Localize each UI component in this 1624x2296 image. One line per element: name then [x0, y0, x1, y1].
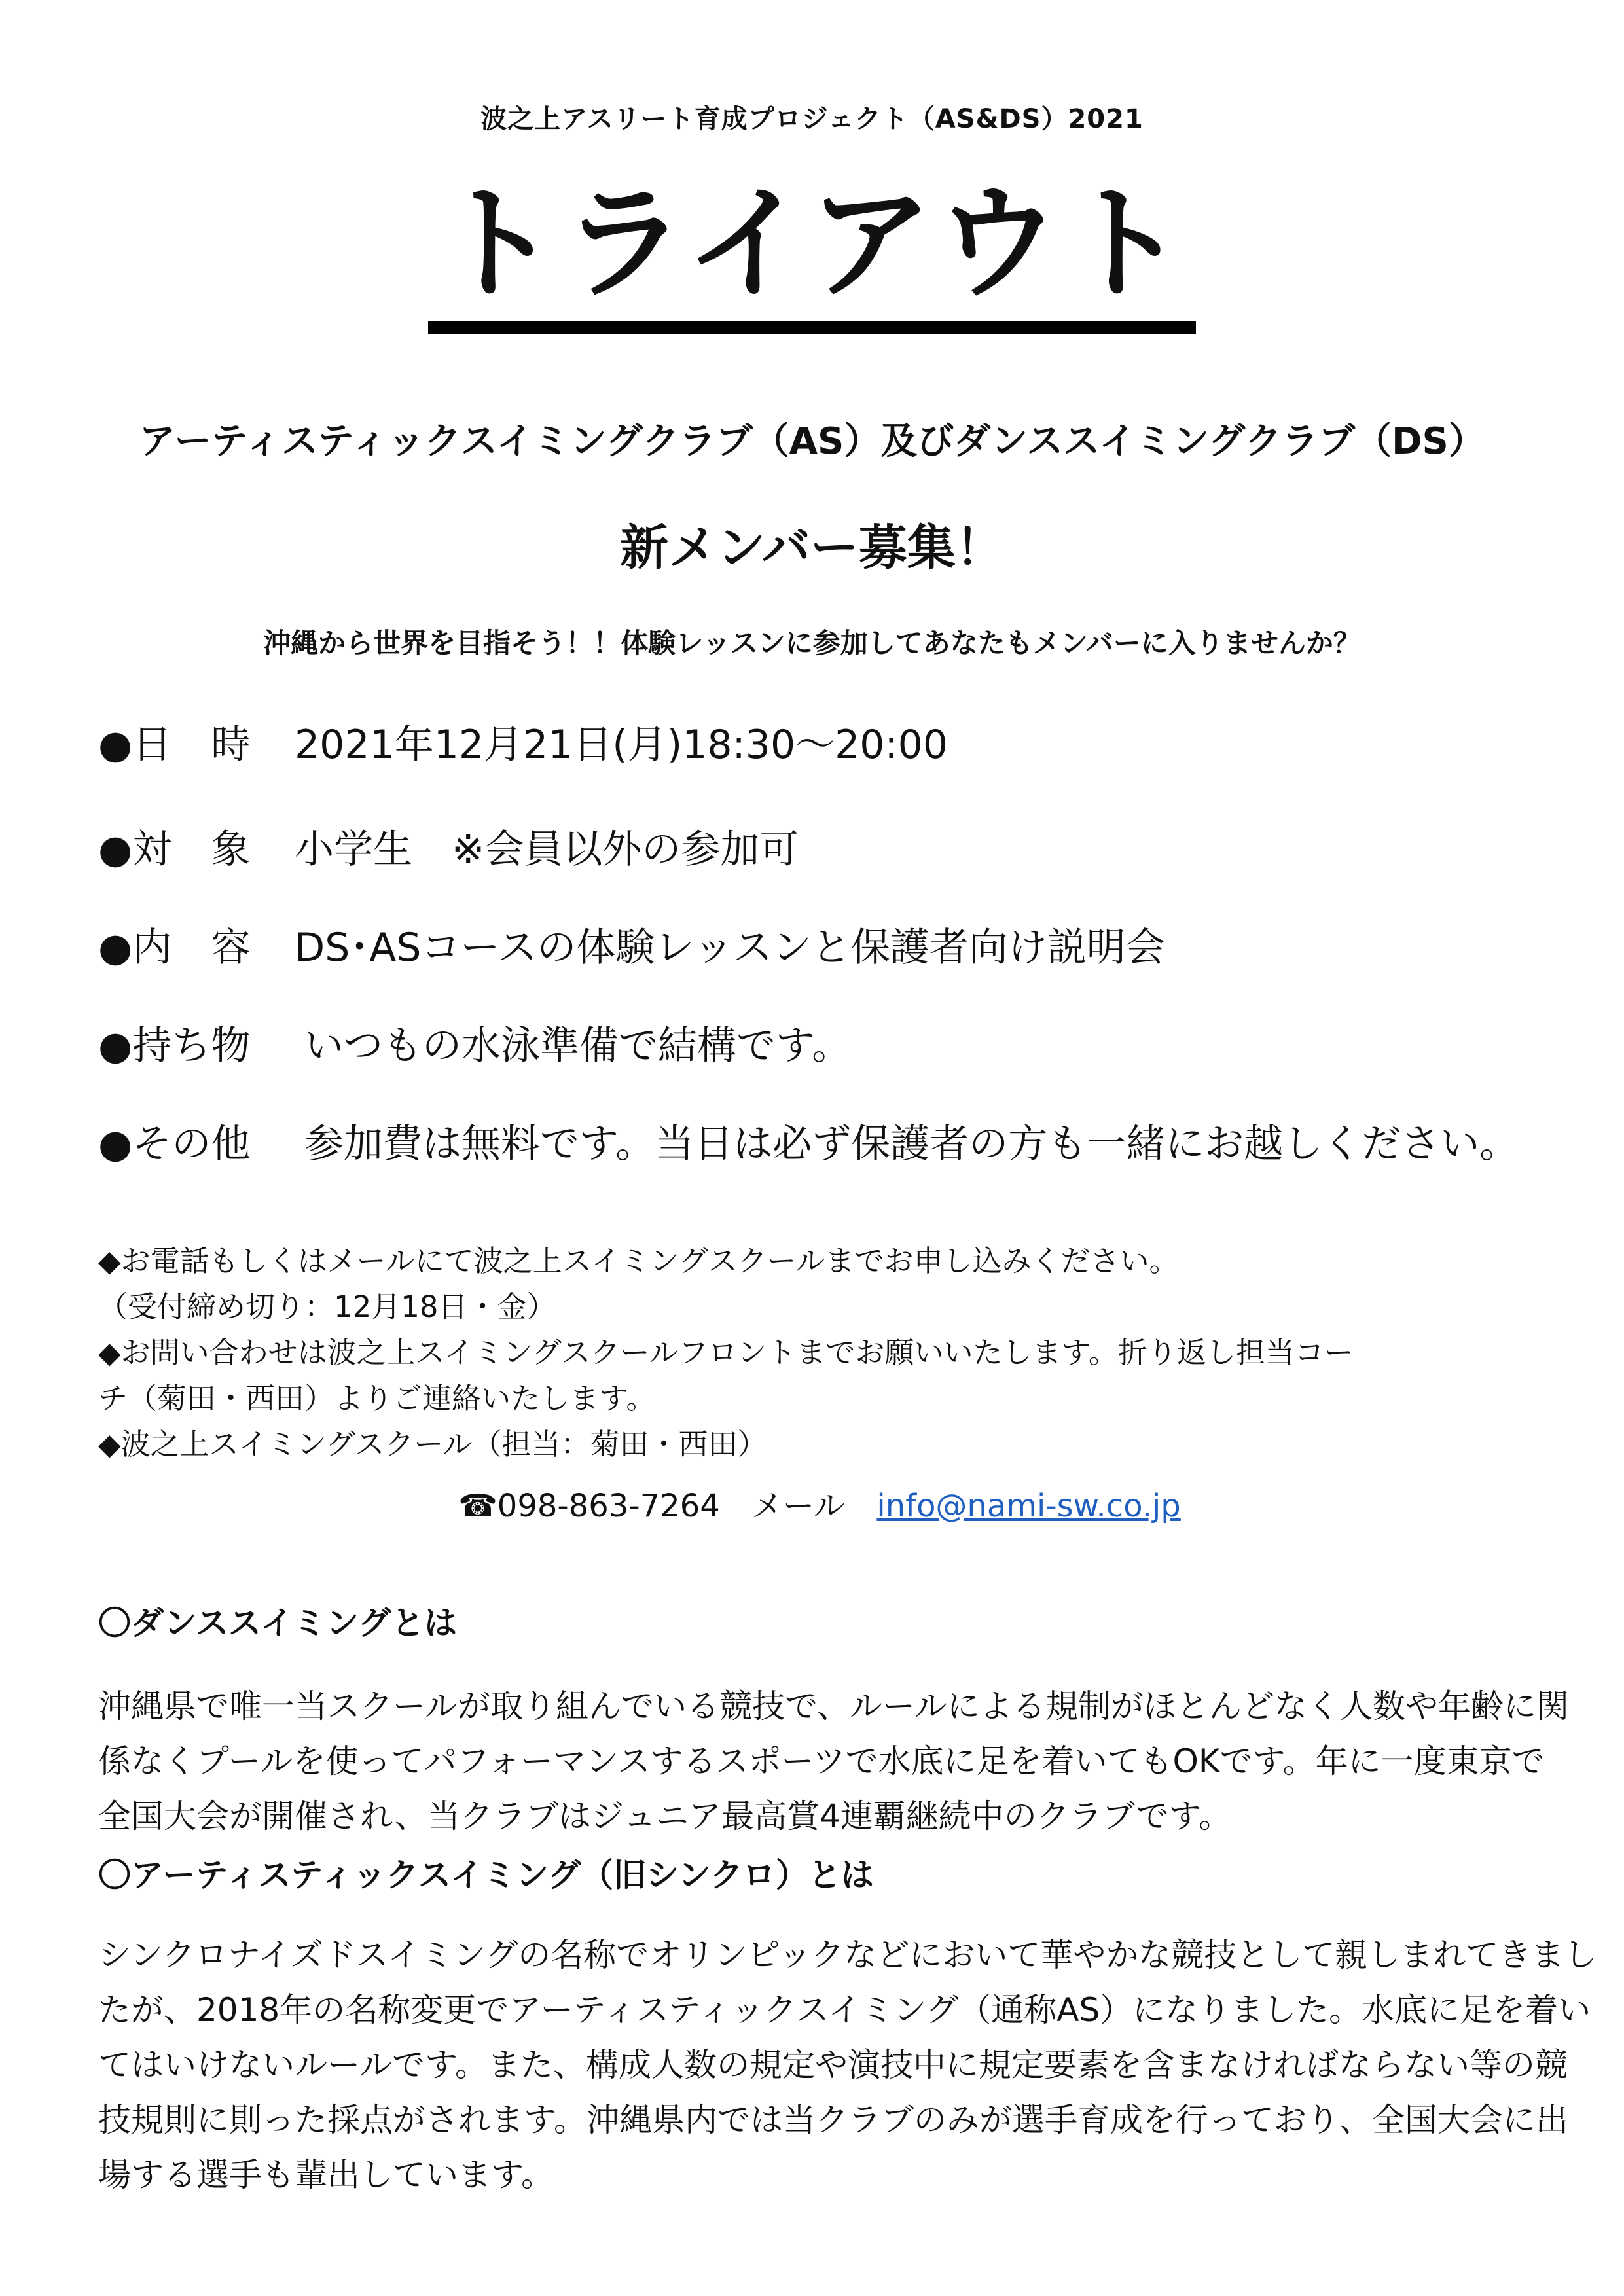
notice-deadline: （受付締め切り：12月18日・金） [98, 1289, 556, 1324]
body-line: 沖縄県で唯一当スクールが取り組んでいる競技で、ルールによる規制がほとんどなく人数や年齢に関 [98, 1687, 1569, 1725]
detail-label: ●持ち物 [98, 1023, 251, 1069]
detail-value: 小学生 ※会員以外の参加可 [295, 827, 799, 872]
notice-inquiry-cont: チ（菊田・西田）よりご連絡いたします。 [98, 1381, 656, 1416]
section-body-artistic [98, 1928, 1597, 2202]
detail-target [98, 818, 799, 874]
detail-other [98, 1113, 1519, 1169]
notice-apply: ◆お電話もしくはメールにて波之上スイミングスクールまでお申し込みください。 [98, 1244, 1179, 1278]
body-line: 係なくプールを使ってパフォーマンスするスポーツで水底に足を着いてもOKです。年に一度東京で [98, 1742, 1545, 1780]
detail-content [98, 916, 1165, 973]
notice-inquiry: ◆お問い合わせは波之上スイミングスクールフロントまでお願いいたします。折り返し担当コー [98, 1335, 1354, 1370]
detail-value: 参加費は無料です。当日は必ず保護者の方も一緒にお越しください。 [304, 1121, 1519, 1167]
body-line: 場する選手も輩出しています。 [98, 2156, 554, 2194]
page-title: トライアウト [428, 175, 1196, 334]
detail-label: ●内 容 [98, 925, 251, 971]
body-line: 全国大会が開催され、当クラブはジュニア最高賞4連覇継続中のクラブです。 [98, 1797, 1232, 1835]
phone-text: ☎098-863-7264 メール [458, 1488, 845, 1524]
detail-value: いつもの水泳準備で結構です。 [304, 1023, 852, 1069]
title-block [0, 171, 1624, 334]
detail-datetime [98, 713, 948, 770]
detail-label: ●日 時 [98, 722, 251, 768]
project-kicker: 波之上アスリート育成プロジェクト（AS&DS）2021 [480, 104, 1144, 134]
tagline: 沖縄から世界を目指そう！！体験レッスンに参加してあなたもメンバーに入りませんか？ [263, 627, 1361, 659]
body-line: シンクロナイズドスイミングの名称でオリンピックなどにおいて華やかな競技として親しまれてきまし [98, 1936, 1597, 1974]
contact-line [458, 1480, 1181, 1526]
detail-label: ●その他 [98, 1121, 251, 1167]
body-line: てはいけないルールです。また、構成人数の規定や演技中に規定要素を含まなければならない等の競 [98, 2046, 1568, 2084]
detail-label: ●対 象 [98, 827, 251, 872]
body-line: 技規則に則った採点がされます。沖縄県内では当クラブのみが選手育成を行っており、全国大会に出 [98, 2101, 1568, 2139]
club-subtitle: アーティスティックスイミングクラブ（AS）及びダンススイミングクラブ（DS） [139, 420, 1485, 463]
section-body-dance [98, 1679, 1569, 1844]
detail-value: DS･ASコースの体験レッスンと保護者向け説明会 [295, 925, 1165, 971]
section-heading-artistic: 〇アーティスティックスイミング（旧シンクロ）とは [98, 1856, 874, 1894]
recruit-heading: 新メンバー募集！ [620, 520, 1004, 576]
section-heading-dance: 〇ダンススイミングとは [98, 1604, 457, 1642]
detail-value: 2021年12月21日(月)18:30～20:00 [295, 722, 948, 768]
notice-school: ◆波之上スイミングスクール（担当：菊田・西田） [98, 1427, 767, 1462]
detail-belongings [98, 1014, 852, 1071]
email-link[interactable]: info@nami-sw.co.jp [876, 1488, 1181, 1524]
body-line: たが、2018年の名称変更でアーティスティックスイミング（通称AS）になりました。水底に足を着い [98, 1991, 1591, 2029]
